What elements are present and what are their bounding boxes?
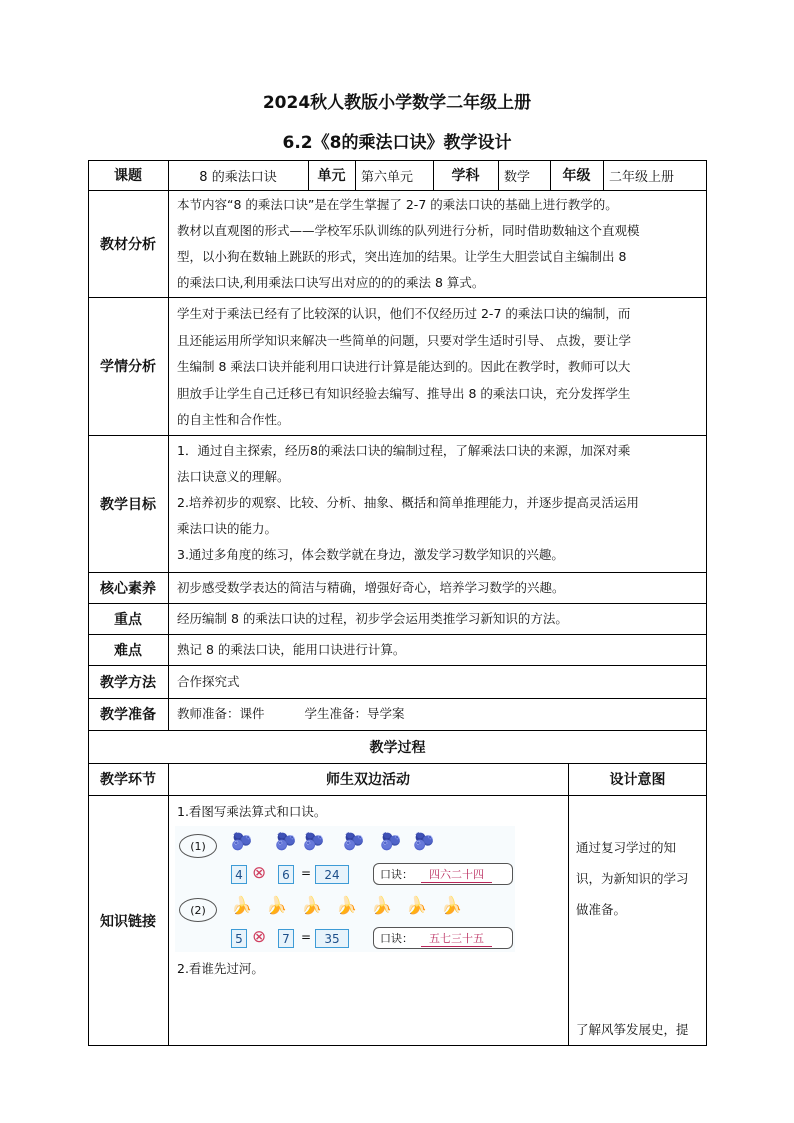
blueberry-icon: 🫐 (380, 832, 402, 852)
banana-icon: 🍌 (336, 896, 358, 916)
student-prep: 学生准备：导学案 (304, 706, 405, 721)
koujue-answer: 口诀： 五七三十五 (373, 927, 513, 949)
row-divider (88, 435, 707, 436)
product-box: 35 (315, 929, 349, 948)
design-intent-text: 通过复习学过的知 识，为新知识的学习 做准备。 (576, 840, 689, 917)
exercise-1 (175, 830, 515, 888)
subject-value: 数学 (504, 169, 531, 185)
teaching-prep-text (177, 698, 699, 730)
key-point-label: 重点 (114, 611, 142, 628)
banana-icon: 🍌 (266, 896, 288, 916)
grade-label: 年级 (562, 168, 591, 184)
row-divider (88, 297, 707, 298)
koujue-answer: 口诀： 四六二十四 (373, 863, 513, 885)
difficult-point-text: 熟记 8 的乘法口诀，能用口诀进行计算。 (177, 641, 406, 657)
subject-label: 学科 (451, 168, 480, 184)
teacher-prep: 教师准备：课件 (177, 706, 265, 721)
row-divider (88, 795, 707, 796)
blueberry-icon: 🫐 (343, 832, 365, 852)
core-literacy-text: 初步感受数学表达的简洁与精确，增强好奇心，培养学习数学的兴趣。 (177, 579, 565, 595)
col-stage-header: 教学环节 (100, 772, 156, 788)
blueberry-icon: 🫐 (413, 832, 435, 852)
banana-icon: 🍌 (371, 896, 393, 916)
design-intent-bottom: 了解风筝发展史，提 (576, 1022, 689, 1037)
student-analysis-label: 学情分析 (100, 359, 156, 375)
activity-item-1: 1.看图写乘法算式和口诀。 (177, 804, 327, 819)
key-point-text: 经历编制 8 的乘法口诀的过程，初步学会运用类推学习新知识的方法。 (177, 610, 568, 626)
material-analysis-text: 本节内容“8 的乘法口诀”是在学生掌握了 2-7 的乘法口诀的基础上进行教学的。 教材以直观图的形式——学校军乐队训练的队列进行分析，同时借助数轴这个直观模 型，以小狗在数轴上跳跃的形式，突出连加的结果。让学生大胆尝试自主编制出 8 的乘法口诀,利用乘法口诀写出对应的的的乘法 8 算式。 (177, 197, 640, 290)
blueberry-icon: 🫐 (231, 832, 253, 852)
material-analysis-label: 教材分析 (100, 236, 156, 253)
factor-box: 7 (278, 929, 294, 948)
core-literacy-label: 核心素养 (100, 580, 156, 597)
exercise-number-bubble: (1) (179, 834, 217, 858)
teaching-method-text: 合作探究式 (177, 673, 240, 689)
topic-value: 8 的乘法口诀 (199, 169, 277, 185)
col-divider (568, 763, 569, 1046)
col-divider (168, 763, 169, 1046)
factor-box: 5 (231, 929, 247, 948)
difficult-point-label: 难点 (114, 642, 142, 659)
banana-icon: 🍌 (301, 896, 323, 916)
unit-value: 第六单元 (361, 169, 414, 185)
banana-icon: 🍌 (231, 896, 253, 916)
student-analysis-text: 学生对于乘法已经有了比较深的认识，他们不仅经历过 2-7 的乘法口诀的编制，而 且还能运用所学知识来解决一些简单的问题，只要对学生适时引导、 点拨，要让学 生编制 8 乘法口诀并能利用口诀进行计算是能达到的。因此在教学时，教师可以大 胆放手让学生自己迁移已有知识经验去编写、推导出 8 的乘法口诀，充分发挥学生 的自主性和合作性。 (177, 306, 631, 427)
exercise-number-bubble: (2) (179, 898, 217, 922)
banana-icon: 🍌 (406, 896, 428, 916)
teaching-method-label: 教学方法 (100, 674, 156, 691)
equals-sign: = (301, 930, 312, 944)
stage-knowledge-link: 知识链接 (100, 913, 156, 930)
banana-icon: 🍌 (441, 896, 463, 916)
product-box: 24 (315, 865, 349, 884)
col-intent-header: 设计意图 (609, 772, 666, 788)
process-title: 教学过程 (369, 739, 426, 756)
activity-item-2: 2.看谁先过河。 (177, 961, 264, 976)
factor-box: 6 (278, 865, 294, 884)
unit-label: 单元 (317, 168, 346, 184)
col-divider (168, 160, 169, 730)
teaching-goals-text: 1．通过自主探索，经历8的乘法口诀的编制过程，了解乘法口诀的来源，加深对乘 法口诀意义的理解。 2.培养初步的观察、比较、分析、抽象、概括和简单推理能力，并逐步提高灵活运用 乘法口诀的能力。 3.通过多角度的练习，体会数学就在身边，激发学习数学知识的兴趣。 (177, 443, 639, 562)
grade-value: 二年级上册 (609, 169, 675, 185)
exercise-2 (175, 894, 515, 952)
teaching-prep-label: 教学准备 (100, 707, 156, 723)
multiply-icon: ⊗ (252, 927, 267, 947)
topic-label: 课题 (114, 168, 142, 184)
multiply-icon: ⊗ (252, 863, 267, 883)
blueberry-icon: 🫐 (275, 832, 297, 852)
doc-subtitle: 6.2《8的乘法口诀》教学设计 (282, 133, 512, 153)
row-divider (88, 190, 707, 191)
doc-title: 2024秋人教版小学数学二年级上册 (262, 93, 532, 113)
blueberry-icon: 🫐 (303, 832, 325, 852)
col-activity-header: 师生双边活动 (326, 772, 410, 788)
equals-sign: = (301, 866, 312, 880)
teaching-goals-label: 教学目标 (100, 496, 156, 513)
factor-box: 4 (231, 865, 247, 884)
